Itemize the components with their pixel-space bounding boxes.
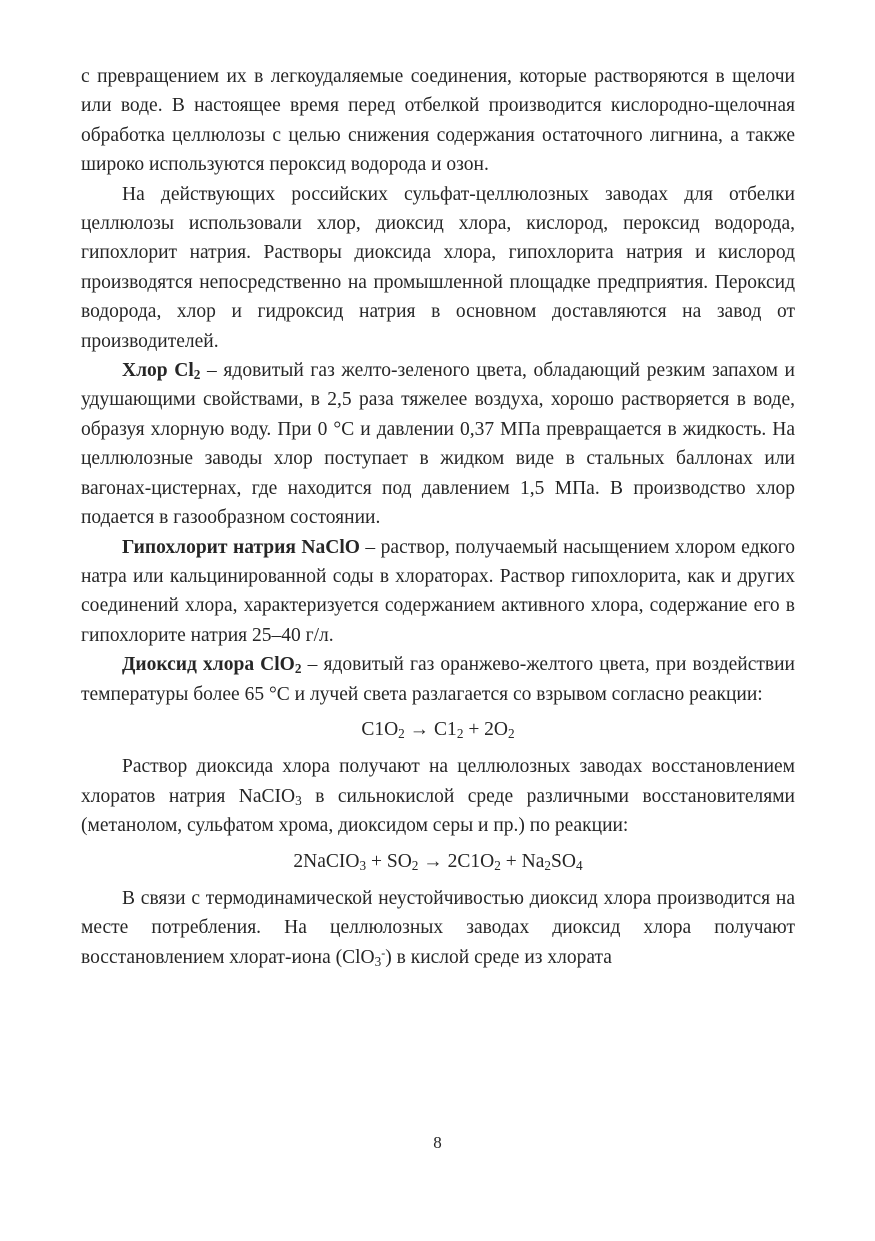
term-chlorine-dioxide-text: Диоксид хлора ClO: [122, 654, 295, 676]
term-chlorine: [122, 360, 200, 381]
term-chlorine-text: Хлор Cl: [122, 360, 194, 382]
chlorine-dioxide-description: – ядовитый газ оранжево-желтого цвета, при воздействии температуры более 65 °С и лучей света разлагается со взрывом согласно реакции:: [81, 654, 795, 705]
p6-sub: 3: [295, 792, 302, 808]
term-chlorine-dioxide: [122, 654, 301, 675]
f2-c: 2C1O: [447, 850, 495, 872]
p7-sup: -: [381, 945, 386, 960]
paragraph-hypochlorite: [81, 533, 795, 651]
p6-rest: в сильнокислой среде различными восстановителями (метанолом, сульфатом хрома, диоксидом серы и пр.) по реакции:: [81, 785, 795, 837]
chlorine-description: – ядовитый газ желто-зеленого цвета, обладающий резким запахом и удушающими свойствами, в 2,5 раза тяжелее воздуха, хорошо растворяется в воде, образуя хлорную воду. При 0 °С и давлении 0,37 МПа превращается в жидкость. На целлюлозные заводы хлор поступает в жидком виде в стальных баллонах или вагонах-цистернах, где находится под давлением 1,5 МПа. В производство хлор подается в газообразном состоянии.: [81, 360, 795, 529]
paragraph-onsite-production: [81, 884, 795, 972]
f1-b: C1: [434, 718, 457, 740]
f2-arrow: →: [418, 850, 448, 872]
paragraph-chlorine-dioxide: [81, 650, 795, 709]
f1-a-sub: 2: [398, 725, 405, 741]
f2-e-sub: 4: [575, 857, 583, 873]
p7-text: В связи с термодинамической неустойчивостью диоксид хлора производится на месте потребления. На целлюлозных заводах диоксид хлора получают восстановлением хлорат-иона (ClO: [81, 887, 795, 968]
term-hypochlorite: Гипохлорит натрия NaClO: [122, 536, 360, 558]
f1-arrow: →: [404, 718, 435, 740]
f2-d-sub: 2: [544, 857, 552, 873]
p7-rest: ) в кислой среде из хлората: [385, 946, 612, 968]
f1-a: C1O: [361, 718, 399, 740]
f1-c-sub: 2: [508, 725, 515, 741]
f2-d: + Na: [500, 850, 545, 872]
f2-e: SO: [551, 850, 576, 872]
f2-b: + SO: [366, 850, 412, 872]
p7-sub: 3: [374, 953, 382, 969]
term-chlorine-dioxide-sub: 2: [294, 661, 302, 677]
f2-a-sub: 3: [359, 857, 367, 873]
hypochlorite-description: – раствор, получаемый насыщением хлором едкого натра или кальцинированной соды в хлораторах. Раствор гипохлорита, как и других соединений хлора, характеризуется содержанием активного хлора, содержание его в гипохлорите натрия 25–40 г/л.: [81, 536, 795, 646]
paragraph-1: с превращением их в легкоудаляемые соединения, которые растворяются в щелочи или воде. В настоящее время перед отбелкой производится кислородно-щелочная обработка целлюлозы с целью снижения содержания остаточного лигнина, а также широко используются пероксид водорода и озон.: [81, 66, 795, 176]
f2-b-sub: 2: [411, 857, 419, 873]
p6-text: Раствор диоксида хлора получают на целлюлозных заводах восстановлением хлоратов натрия NaCIO: [81, 756, 795, 807]
page-number: 8: [433, 1133, 442, 1152]
paragraph-chlorine: [81, 356, 795, 532]
body-text: [81, 62, 795, 972]
paragraph-dioxide-production: [81, 752, 795, 840]
reaction-formula-2: [81, 847, 795, 876]
reaction-formula-1: [81, 715, 795, 744]
term-chlorine-sub: 2: [193, 366, 201, 382]
paragraph-2: На действующих российских сульфат-целлюлозных заводах для отбелки целлюлозы использовали хлор, диоксид хлора, кислород, пероксид водорода, гипохлорит натрия. Растворы диоксида хлора, гипохлорита натрия и кислород производятся непосредственно на промышленной площадке предприятия. Пероксид водорода, хлор и гидроксид натрия в основном доставляются на завод от производителей.: [81, 183, 795, 352]
f1-c: + 2O: [463, 718, 509, 740]
f2-a: 2NaCIO: [293, 850, 360, 872]
f2-c-sub: 2: [494, 857, 501, 873]
f1-b-sub: 2: [456, 725, 464, 741]
